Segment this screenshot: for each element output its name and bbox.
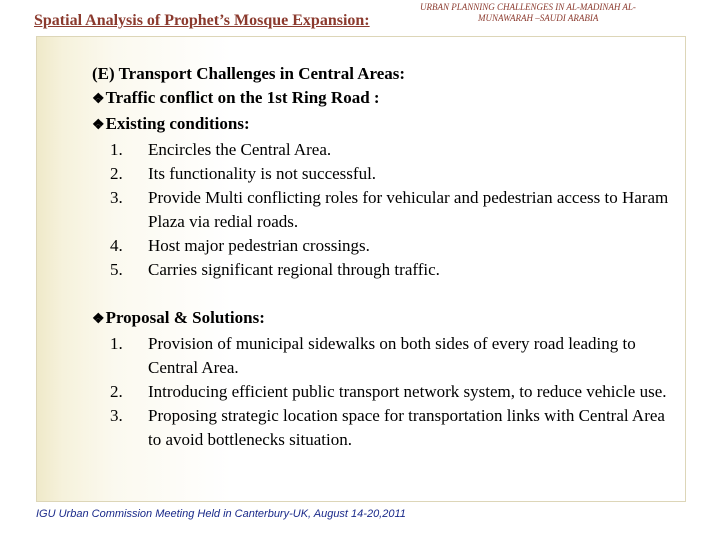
list-number: 4.	[110, 236, 123, 255]
bullet-traffic-conflict	[92, 86, 672, 112]
list-item	[92, 380, 672, 404]
list-number: 5.	[110, 260, 123, 279]
list-number: 1.	[110, 140, 123, 159]
list-item	[92, 332, 672, 380]
list-text: Introducing efficient public transport network system, to reduce vehicle use.	[148, 382, 667, 401]
list-item	[92, 186, 672, 234]
bullet-label: Existing conditions:	[105, 114, 250, 133]
section-heading: (E) Transport Challenges in Central Areas:	[92, 64, 406, 83]
spacer	[92, 282, 672, 306]
footer-text: IGU Urban Commission Meeting Held in Canterbury-UK, August 14-20,2011	[36, 508, 406, 520]
list-text: Provision of municipal sidewalks on both sides of every road leading to Central Area.	[148, 334, 636, 377]
list-item	[92, 404, 672, 452]
list-text: Provide Multi conflicting roles for vehicular and pedestrian access to Haram Plaza via redial roads.	[148, 188, 669, 231]
list-item	[92, 234, 672, 258]
list-text: Encircles the Central Area.	[148, 140, 332, 159]
slide-content	[92, 62, 672, 452]
list-text: Host major pedestrian crossings.	[148, 236, 370, 255]
list-number: 3.	[110, 406, 123, 425]
header-subtitle-line2: MUNAWARAH –SAUDI ARABIA	[478, 13, 599, 23]
list-text: Its functionality is not successful.	[148, 164, 377, 183]
list-number: 2.	[110, 164, 123, 183]
diamond-bullet-icon: ❖	[92, 92, 105, 107]
bullet-label: Traffic conflict on the 1st Ring Road :	[105, 88, 380, 107]
diamond-bullet-icon: ❖	[92, 312, 105, 327]
header-subtitle	[420, 2, 700, 24]
list-number: 3.	[110, 188, 123, 207]
list-item	[92, 258, 672, 282]
list-number: 1.	[110, 334, 123, 353]
existing-conditions-list	[92, 138, 672, 282]
list-text: Carries significant regional through traffic.	[148, 260, 440, 279]
bullet-existing-conditions	[92, 112, 672, 138]
header-subtitle-line1: URBAN PLANNING CHALLENGES IN AL-MADINAH AL-	[420, 2, 636, 12]
list-text: Proposing strategic location space for transportation links with Central Area to avoid bottlenecks situation.	[148, 406, 665, 449]
bullet-label: Proposal & Solutions:	[105, 308, 265, 327]
proposals-list	[92, 332, 672, 452]
list-item	[92, 138, 672, 162]
bullet-proposals	[92, 306, 672, 332]
list-item	[92, 162, 672, 186]
list-number: 2.	[110, 382, 123, 401]
diamond-bullet-icon: ❖	[92, 118, 105, 133]
page-title: Spatial Analysis of Prophet’s Mosque Expansion:	[34, 12, 370, 29]
